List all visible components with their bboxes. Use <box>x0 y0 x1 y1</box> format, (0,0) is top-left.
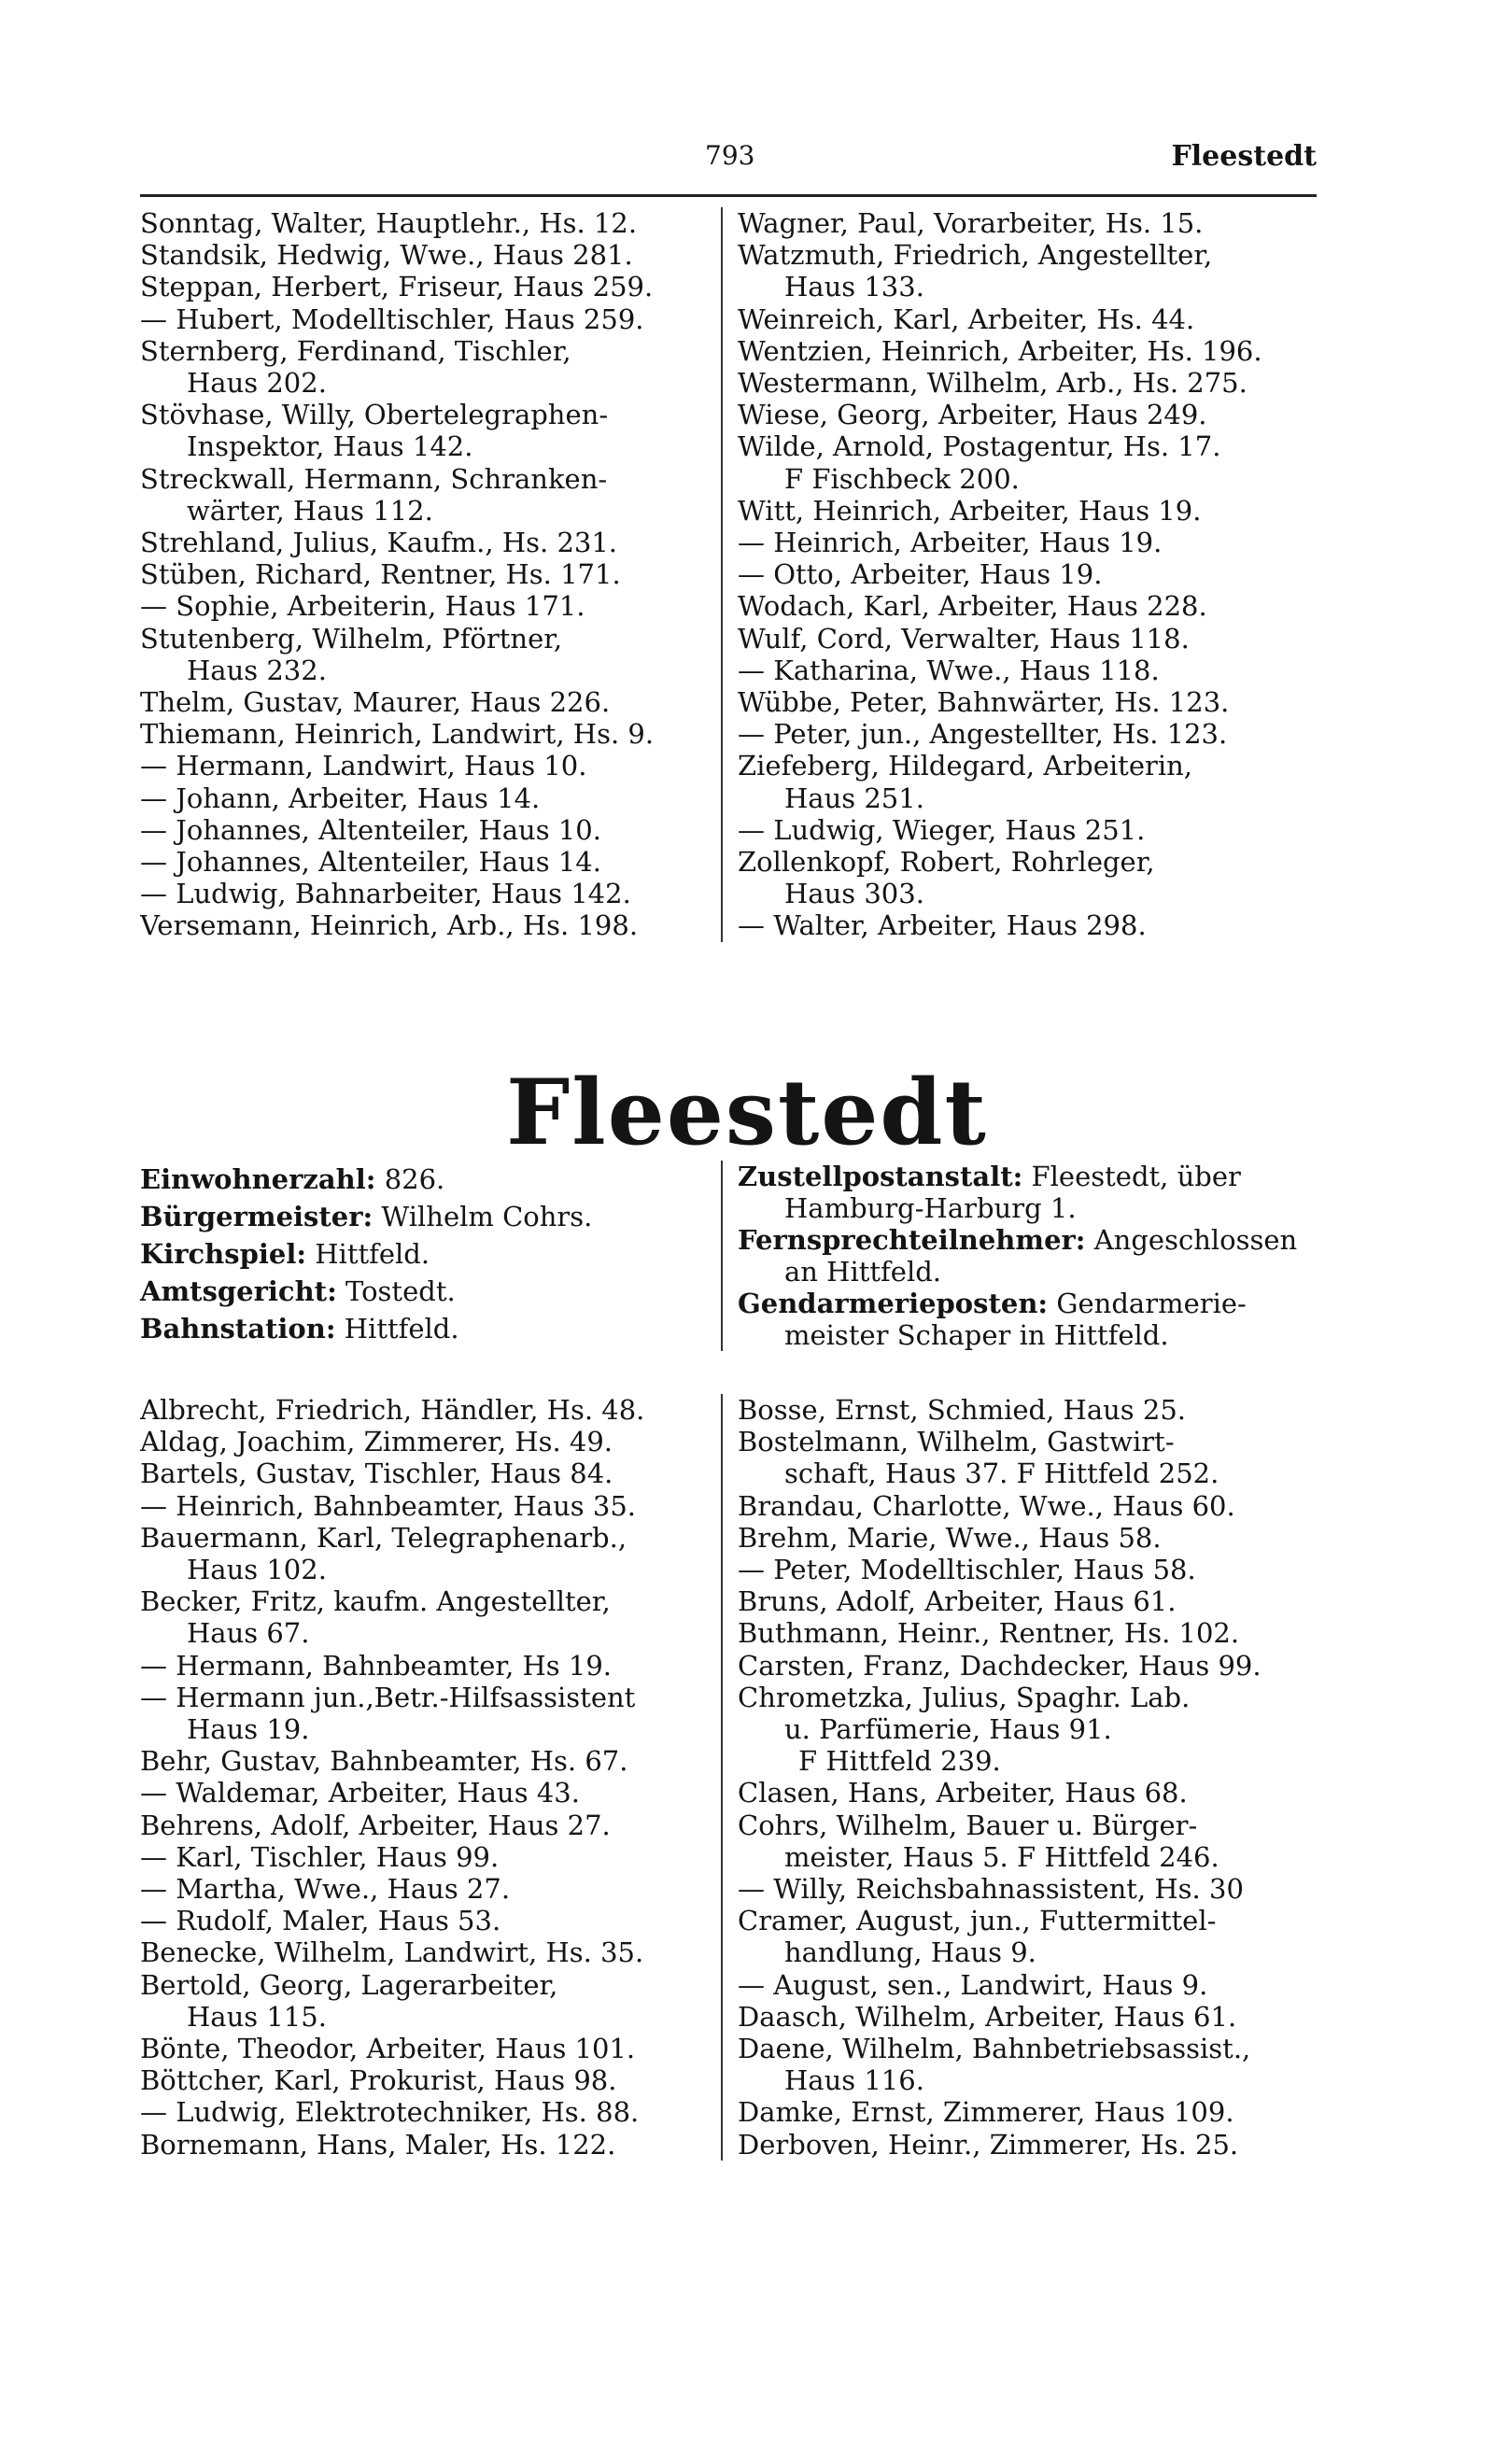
town-info-value: Tostedt. <box>345 1275 456 1307</box>
directory-entry-line: Derboven, Heinr., Zimmerer, Hs. 25. <box>738 2128 1239 2161</box>
town-info-row <box>140 1235 710 1273</box>
directory-entry-line: — Peter, jun., Angestellter, Hs. 123. <box>738 718 1228 751</box>
directory-entry-line: meister, Haus 5. F Hittfeld 246. <box>784 1840 1219 1873</box>
directory-entry-line: Damke, Ernst, Zimmerer, Haus 109. <box>738 2096 1234 2129</box>
directory-entry-line: Thiemann, Heinrich, Landwirt, Hs. 9. <box>140 718 655 751</box>
header-rule <box>140 194 1317 197</box>
directory-entry-line: — Katharina, Wwe., Haus 118. <box>738 654 1160 686</box>
directory-entry-line: — Otto, Arbeiter, Haus 19. <box>738 558 1103 591</box>
directory-entry-line: Clasen, Hans, Arbeiter, Haus 68. <box>738 1777 1188 1809</box>
town-info-continuation: an Hittfeld. <box>784 1256 942 1288</box>
directory-entry-line: Watzmuth, Friedrich, Angestellter, <box>738 239 1213 272</box>
directory-entry-line: Stüben, Richard, Rentner, Hs. 171. <box>140 558 621 591</box>
directory-entry-line: Thelm, Gustav, Maurer, Haus 226. <box>140 686 611 719</box>
directory-entry-line: — Johannes, Altenteiler, Haus 14. <box>140 846 601 879</box>
town-info-label: Zustellpostanstalt: <box>738 1161 1023 1192</box>
directory-entry-line: Haus 232. <box>187 654 327 686</box>
directory-entry-line: Böttcher, Karl, Prokurist, Haus 98. <box>140 2064 617 2097</box>
town-info-left <box>140 1161 721 1351</box>
directory-entry-line: — Ludwig, Elektrotechniker, Hs. 88. <box>140 2096 640 2129</box>
directory-entry-line: Haus 133. <box>784 271 924 303</box>
directory-entry-line: Bauermann, Karl, Telegraphenarb., <box>140 1521 627 1554</box>
town-info-row <box>738 1161 1318 1192</box>
town-info-value: Gendarmerie- <box>1056 1288 1247 1319</box>
town-info-value: Hittfeld. <box>315 1238 430 1270</box>
directory-entry-line: Chrometzka, Julius, Spaghr. Lab. <box>738 1681 1191 1713</box>
directory-entry-line: Brehm, Marie, Wwe., Haus 58. <box>738 1521 1162 1554</box>
running-head: Fleestedt <box>1171 140 1317 173</box>
directory-entry-line: Aldag, Joachim, Zimmerer, Hs. 49. <box>140 1426 613 1458</box>
directory-entry-line: Haus 303. <box>784 878 924 910</box>
directory-entry-line: — Hubert, Modelltischler, Haus 259. <box>140 303 644 335</box>
directory-entry-line: F Hittfeld 239. <box>798 1745 1001 1778</box>
directory-entry-line: Haus 251. <box>784 781 924 814</box>
directory-entry-line: — Ludwig, Wieger, Haus 251. <box>738 813 1146 846</box>
directory-entry-line: Bertold, Georg, Lagerarbeiter, <box>140 1968 558 2001</box>
directory-entry-line: — Sophie, Arbeiterin, Haus 171. <box>140 590 585 623</box>
directory-entry-line: — Hermann jun.,Betr.-Hilfsassistent <box>140 1681 636 1713</box>
directory-entry-line: schaft, Haus 37. F Hittfeld 252. <box>784 1457 1219 1490</box>
directory-entry-line: — Waldemar, Arbeiter, Haus 43. <box>140 1777 580 1809</box>
bottom-left-column <box>140 1394 721 2161</box>
page-number: 793 <box>705 140 755 171</box>
town-info-right <box>721 1161 1318 1351</box>
town-info-continuation: Hamburg-Harburg 1. <box>784 1192 1077 1224</box>
section-title: Fleestedt <box>506 1060 988 1165</box>
directory-entry-line: Stutenberg, Wilhelm, Pförtner, <box>140 622 563 655</box>
directory-entry-line: Cohrs, Wilhelm, Bauer u. Bürger- <box>738 1809 1198 1841</box>
directory-entry-line: Westermann, Wilhelm, Arb., Hs. 275. <box>738 367 1247 400</box>
directory-entry-line: Benecke, Wilhelm, Landwirt, Hs. 35. <box>140 1936 644 1969</box>
directory-entry-line: Cramer, August, jun., Futtermittel- <box>738 1905 1217 1937</box>
directory-entry-line: — Walter, Arbeiter, Haus 298. <box>738 909 1147 942</box>
top-right-column <box>721 207 1318 942</box>
town-info-label: Gendarmerieposten: <box>738 1288 1049 1319</box>
directory-entry-line: Weinreich, Karl, Arbeiter, Hs. 44. <box>738 303 1195 335</box>
directory-entry-line: u. Parfümerie, Haus 91. <box>784 1713 1112 1746</box>
bottom-right-column <box>721 1394 1318 2161</box>
directory-entry-line: Buthmann, Heinr., Rentner, Hs. 102. <box>738 1617 1240 1650</box>
top-listing <box>140 207 1318 942</box>
directory-entry-line: Behr, Gustav, Bahnbeamter, Hs. 67. <box>140 1745 628 1778</box>
directory-entry-line: Daene, Wilhelm, Bahnbetriebsassist., <box>738 2033 1251 2065</box>
directory-entry-line: Becker, Fritz, kaufm. Angestellter, <box>140 1585 611 1618</box>
directory-entry-line: Haus 116. <box>784 2064 924 2097</box>
bottom-listing <box>140 1394 1318 2161</box>
directory-entry-line: Bosse, Ernst, Schmied, Haus 25. <box>738 1394 1187 1426</box>
directory-entry-line: Bartels, Gustav, Tischler, Haus 84. <box>140 1457 613 1490</box>
town-info-label: Bahnstation: <box>140 1313 336 1345</box>
directory-entry-line: Ziefeberg, Hildegard, Arbeiterin, <box>738 750 1193 782</box>
directory-entry-line: Wilde, Arnold, Postagentur, Hs. 17. <box>738 430 1221 463</box>
directory-entry-line: Haus 19. <box>187 1713 310 1746</box>
directory-entry-line: Wagner, Paul, Vorarbeiter, Hs. 15. <box>738 207 1204 239</box>
directory-entry-line: — Hermann, Landwirt, Haus 10. <box>140 750 587 782</box>
directory-entry-line: — Martha, Wwe., Haus 27. <box>140 1873 511 1906</box>
town-info-label: Bürgermeister: <box>140 1201 374 1232</box>
directory-entry-line: — Johann, Arbeiter, Haus 14. <box>140 781 541 814</box>
directory-entry-line: Bönte, Theodor, Arbeiter, Haus 101. <box>140 2033 636 2065</box>
directory-entry-line: — Hermann, Bahnbeamter, Hs 19. <box>140 1649 613 1682</box>
directory-entry-line: Haus 67. <box>187 1617 310 1650</box>
directory-entry-line: Witt, Heinrich, Arbeiter, Haus 19. <box>738 494 1202 527</box>
directory-entry-line: Wodach, Karl, Arbeiter, Haus 228. <box>738 590 1207 623</box>
directory-entry-line: Strehland, Julius, Kaufm., Hs. 231. <box>140 527 618 559</box>
directory-entry-line: — Peter, Modelltischler, Haus 58. <box>738 1554 1196 1586</box>
directory-entry-line: Wübbe, Peter, Bahnwärter, Hs. 123. <box>738 686 1230 719</box>
directory-entry-line: — Willy, Reichsbahnassistent, Hs. 30 <box>738 1873 1244 1906</box>
directory-entry-line: — August, sen., Landwirt, Haus 9. <box>738 1968 1208 2001</box>
town-info <box>140 1161 1318 1351</box>
town-info-label: Fernsprechteilnehmer: <box>738 1224 1086 1256</box>
directory-entry-line: Behrens, Adolf, Arbeiter, Haus 27. <box>140 1809 611 1841</box>
directory-entry-line: Streckwall, Hermann, Schranken- <box>140 462 608 495</box>
directory-entry-line: wärter, Haus 112. <box>187 494 433 527</box>
town-info-value: Hittfeld. <box>344 1313 459 1345</box>
directory-entry-line: — Rudolf, Maler, Haus 53. <box>140 1905 501 1937</box>
town-info-row <box>738 1224 1318 1256</box>
town-info-row <box>140 1273 710 1310</box>
directory-entry-line: F Fischbeck 200. <box>784 462 1020 495</box>
directory-entry-line: Brandau, Charlotte, Wwe., Haus 60. <box>738 1489 1235 1522</box>
directory-entry-line: Versemann, Heinrich, Arb., Hs. 198. <box>140 909 639 942</box>
directory-entry-line: Inspektor, Haus 142. <box>187 430 473 463</box>
town-info-value: Wilhelm Cohrs. <box>381 1201 593 1232</box>
directory-entry-line: Bruns, Adolf, Arbeiter, Haus 61. <box>738 1585 1177 1618</box>
town-info-value: Fleestedt, über <box>1031 1161 1241 1192</box>
top-left-column <box>140 207 721 942</box>
directory-entry-line: Sternberg, Ferdinand, Tischler, <box>140 334 571 367</box>
directory-entry-line: Haus 202. <box>187 367 327 400</box>
directory-entry-line: Stövhase, Willy, Obertelegraphen- <box>140 399 609 431</box>
town-info-row <box>140 1310 710 1347</box>
directory-entry-line: Haus 115. <box>187 2000 327 2033</box>
directory-entry-line: — Heinrich, Bahnbeamter, Haus 35. <box>140 1489 636 1522</box>
town-info-continuation: meister Schaper in Hittfeld. <box>784 1319 1169 1351</box>
page-header <box>140 140 1317 187</box>
town-info-row <box>140 1161 710 1198</box>
directory-entry-line: — Ludwig, Bahnarbeiter, Haus 142. <box>140 878 631 910</box>
directory-entry-line: Haus 102. <box>187 1554 327 1586</box>
directory-entry-line: Standsik, Hedwig, Wwe., Haus 281. <box>140 239 633 272</box>
town-info-row <box>738 1288 1318 1319</box>
directory-entry-line: Wentzien, Heinrich, Arbeiter, Hs. 196. <box>738 334 1262 367</box>
directory-entry-line: Wiese, Georg, Arbeiter, Haus 249. <box>738 399 1207 431</box>
town-info-label: Kirchspiel: <box>140 1238 307 1270</box>
town-info-value: Angeschlossen <box>1093 1224 1298 1256</box>
directory-entry-line: Steppan, Herbert, Friseur, Haus 259. <box>140 271 654 303</box>
directory-entry-line: Carsten, Franz, Dachdecker, Haus 99. <box>738 1649 1261 1682</box>
directory-entry-line: Wulf, Cord, Verwalter, Haus 118. <box>738 622 1190 655</box>
directory-entry-line: — Johannes, Altenteiler, Haus 10. <box>140 813 601 846</box>
directory-entry-line: Bornemann, Hans, Maler, Hs. 122. <box>140 2128 616 2161</box>
town-info-label: Einwohnerzahl: <box>140 1163 376 1195</box>
directory-entry-line: Sonntag, Walter, Hauptlehr., Hs. 12. <box>140 207 638 239</box>
directory-entry-line: Daasch, Wilhelm, Arbeiter, Haus 61. <box>738 2000 1237 2033</box>
town-info-value: 826. <box>384 1163 445 1195</box>
directory-entry-line: handlung, Haus 9. <box>784 1936 1036 1969</box>
directory-entry-line: Zollenkopf, Robert, Rohrleger, <box>738 846 1155 879</box>
town-info-row <box>140 1198 710 1235</box>
town-info-label: Amtsgericht: <box>140 1275 337 1307</box>
directory-entry-line: Bostelmann, Wilhelm, Gastwirt- <box>738 1426 1175 1458</box>
directory-entry-line: — Karl, Tischler, Haus 99. <box>140 1840 500 1873</box>
directory-entry-line: Albrecht, Friedrich, Händler, Hs. 48. <box>140 1394 645 1426</box>
directory-entry-line: — Heinrich, Arbeiter, Haus 19. <box>738 527 1163 559</box>
